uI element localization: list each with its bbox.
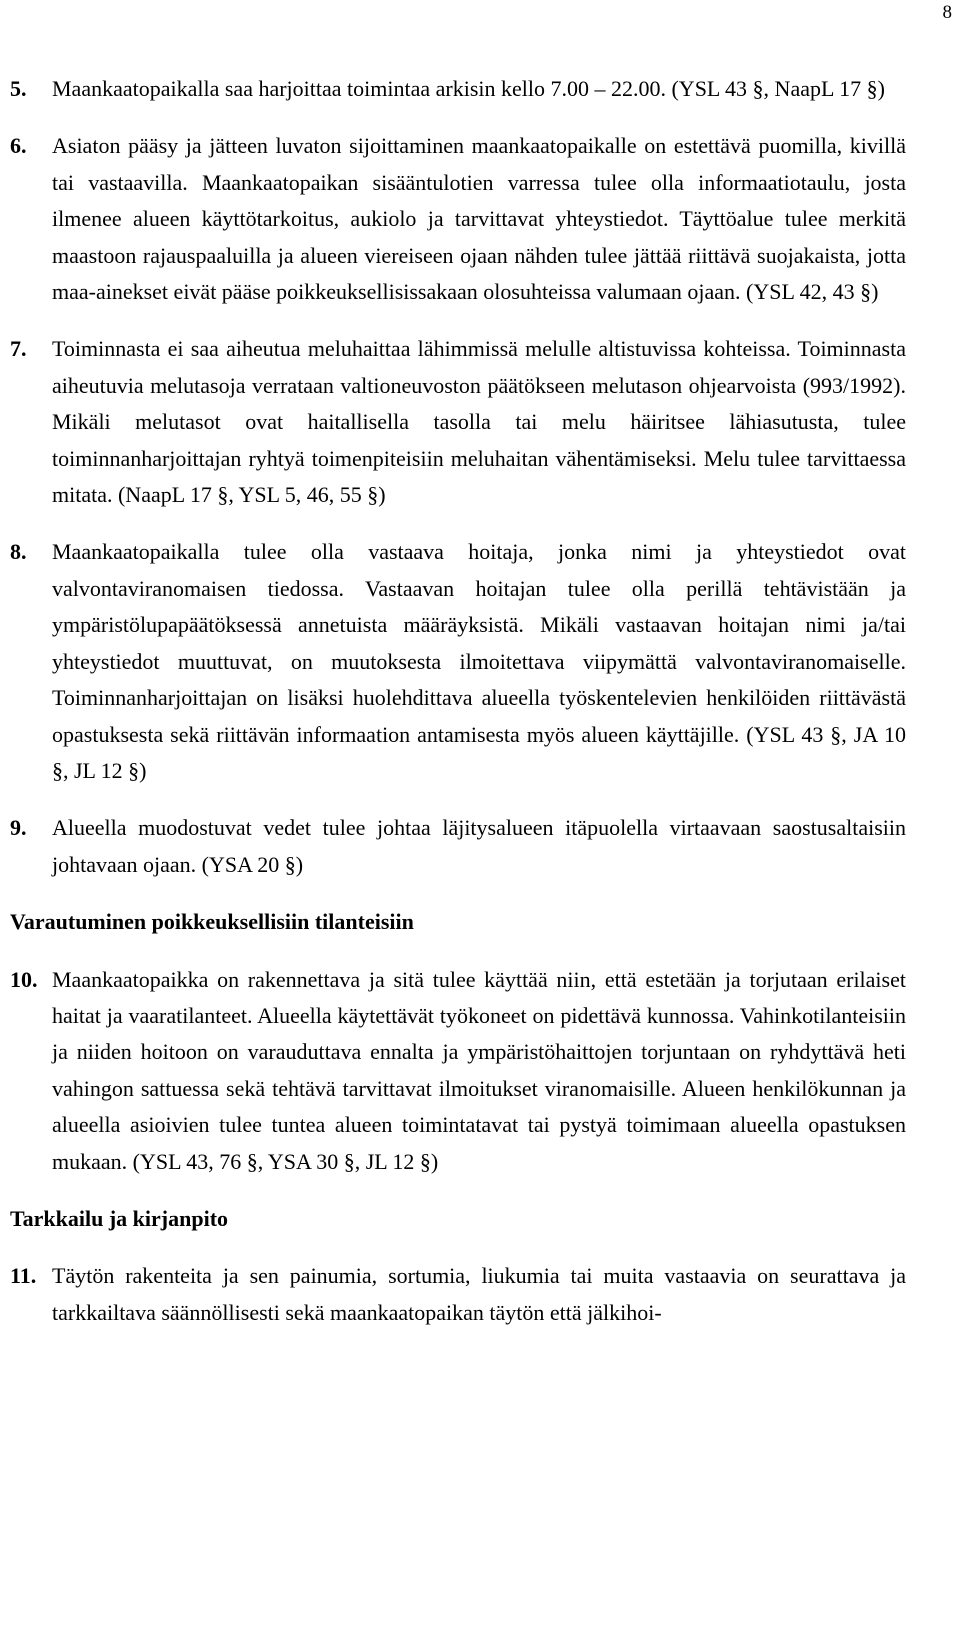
item-text: Maankaatopaikalla saa harjoittaa toimintaa arkisin kello 7.00 – 22.00. (YSL 43 §, NaapL 17 §) [52,76,885,101]
item-text: Maankaatopaikalla tulee olla vastaava hoitaja, jonka nimi ja yhteystiedot ovat valvontaviranomaisen tiedossa. Vastaavan hoitajan tulee olla perillä tehtävistään ja ympäristölupapäätöksessä annetuista määräyksistä. Mikäli vastaavan hoitajan nimi ja/tai yhteystiedot muuttuvat, on muutoksesta ilmoitettava viipymättä valvontaviranomaiselle. Toiminnanharjoittajan on lisäksi huolehdittava alueella työskentelevien henkilöiden riittävästä opastuksesta sekä riittävän informaation antamisesta myös alueen käyttäjille. (YSL 43 §, JA 10 §, JL 12 §) [52,539,906,783]
item-number: 8. [10,539,27,565]
item-number: 11. [10,1263,37,1289]
item-number: 9. [10,815,27,841]
item-number: 5. [10,76,27,101]
numbered-item-6 [10,128,906,310]
item-number: 10. [10,966,38,992]
section-heading-monitoring: Tarkkailu ja kirjanpito [10,1205,229,1231]
item-text: Täytön rakenteita ja sen painumia, sortumia, liukumia tai muita vastaavia on seurattava ja tarkkailtava säännöllisesti sekä maankaatopaikan täytön että jälkihoi- [52,1263,906,1325]
numbered-item-7 [10,331,906,513]
page-number: 8 [942,2,952,23]
item-text: Asiaton pääsy ja jätteen luvaton sijoittaminen maankaatopaikalle on estettävä puomilla, kivillä tai vastaavilla. Maankaatopaikan sisääntulotien varressa tulee olla informaatiotaulu, josta ilmenee alueen käyttötarkoitus, aukiolo ja tarvittavat yhteystiedot. Täyttöalue tulee merkitä maastoon rajauspaaluilla ja alueen viereiseen ojaan nähden tulee jättää riittävä suojakaista, jotta maa-ainekset eivät pääse poikkeuksellisissakaan olosuhteissa valumaan ojaan. (YSL 42, 43 §) [52,133,906,305]
item-text: Alueella muodostuvat vedet tulee johtaa läjitysalueen itäpuolella virtaavaan saostusaltaisiin johtavaan ojaan. (YSA 20 §) [52,815,906,877]
numbered-item-9 [10,810,906,883]
numbered-item-5 [10,71,906,107]
numbered-item-11 [10,1258,906,1331]
item-text: Toiminnasta ei saa aiheutua meluhaittaa lähimmissä melulle altistuvissa kohteissa. Toiminnasta aiheutuvia melutasoja verrataan valtioneuvoston päätökseen melutason ohjearvoista (993/1992). Mikäli melutasot ovat haitallisella tasolla tai melu häiritsee lähiasutusta, tulee toiminnanharjoittajan ryhtyä toimenpiteisiin meluhaitan vähentämiseksi. Melu tulee tarvittaessa mitata. (NaapL 17 §, YSL 5, 46, 55 §) [52,336,906,508]
section-heading-preparedness: Varautuminen poikkeuksellisiin tilanteisiin [10,909,414,935]
item-number: 6. [10,133,27,159]
numbered-item-8 [10,534,906,789]
item-text: Maankaatopaikka on rakennettava ja sitä tulee käyttää niin, että estetään ja torjutaan erilaiset haitat ja vaaratilanteet. Alueella käytettävät työkoneet on pidettävä kunnossa. Vahinkotilanteisiin ja niiden hoitoon on varauduttava ennalta ja ympäristöhaittojen torjuntaan on ryhdyttävä heti vahingon sattuessa sekä tehtävä tarvittavat ilmoitukset viranomaisille. Alueen henkilökunnan ja alueella asioivien tulee tuntea alueen toimintatavat tai pystyä toimimaan alueella opastuksen mukaan. (YSL 43, 76 §, YSA 30 §, JL 12 §) [52,966,906,1174]
document-body [10,71,906,1352]
item-number: 7. [10,336,27,362]
numbered-item-10 [10,962,906,1180]
